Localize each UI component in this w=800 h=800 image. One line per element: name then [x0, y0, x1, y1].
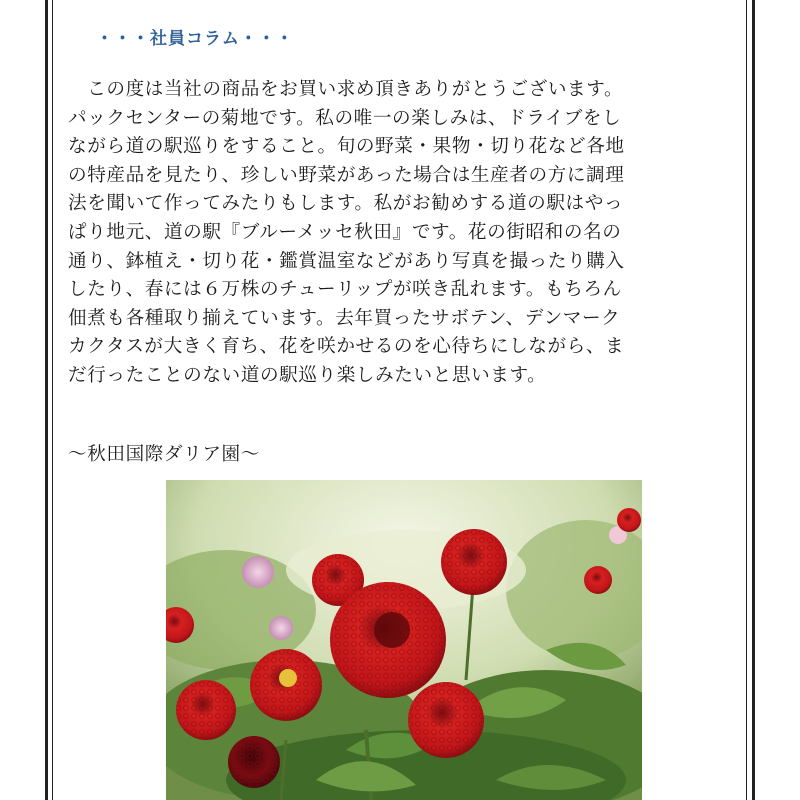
page-border-right-inner	[746, 0, 747, 800]
body-line: 佃煮も各種取り揃えています。去年買ったサボテン、デンマーク	[68, 307, 621, 329]
body-line: 通り、鉢植え・切り花・鑑賞温室などがあり写真を撮ったり購入	[68, 250, 625, 272]
page-border-right	[752, 0, 755, 800]
page-border-left	[45, 0, 48, 800]
body-line: ながら道の駅巡りをすること。旬の野菜・果物・切り花など各地	[68, 136, 625, 158]
page-border-left-inner	[52, 0, 53, 800]
body-line: この度は当社の商品をお買い求め頂きありがとうございます。	[68, 79, 624, 100]
body-line: したり、春には６万株のチューリップが咲き乱れます。もちろん	[68, 279, 622, 301]
body-line: ぱり地元、道の駅『ブルーメッセ秋田』です。花の街昭和の名の	[68, 221, 622, 243]
column-title: ・・・社員コラム・・・	[96, 29, 294, 49]
column-body	[68, 76, 738, 391]
dahlia-photo	[166, 480, 642, 800]
body-line: の特産品を見たり、珍しい野菜があった場合は生産者の方に調理	[68, 164, 625, 186]
body-line: だ行ったことのない道の駅巡り楽しみたいと思います。	[68, 364, 547, 386]
body-line: パックセンターの菊地です。私の唯一の楽しみは、ドライブをし	[68, 107, 622, 129]
photo-caption: ～秋田国際ダリア園～	[68, 444, 260, 465]
dahlia-illustration	[166, 480, 642, 800]
body-line: カクタスが大きく育ち、花を咲かせるのを心待ちにしながら、ま	[68, 336, 625, 358]
body-line: 法を聞いて作ってみたりもします。私がお勧めする道の駅はやっ	[68, 193, 624, 215]
